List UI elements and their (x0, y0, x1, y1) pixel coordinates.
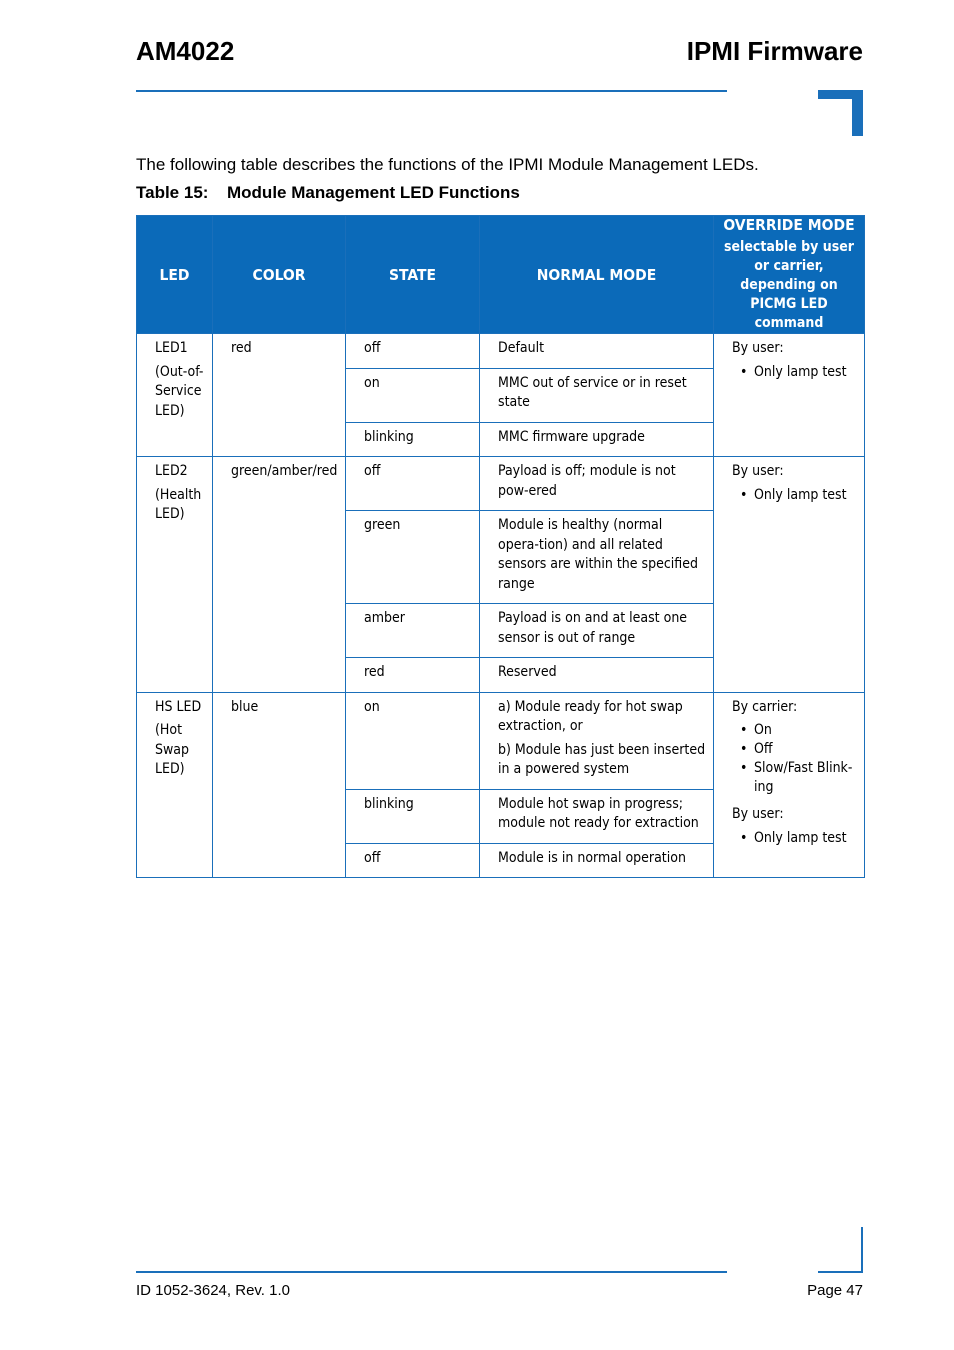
table-caption (136, 183, 520, 203)
led-name: LED1 (155, 340, 188, 356)
normal-mode-text: Payload is on and at least one sensor is out of range (498, 610, 688, 646)
corner-mark-bottom (818, 1271, 863, 1273)
cell-normal-mode (480, 692, 714, 789)
cell-led (137, 457, 213, 693)
cell-override-mode (714, 457, 865, 693)
cell-normal-mode (480, 457, 714, 511)
normal-mode-text: Default (498, 340, 545, 356)
cell-state: off (346, 843, 480, 878)
cell-state: amber (346, 604, 480, 658)
override-list (732, 363, 858, 382)
table-number: Table 15: (136, 183, 209, 202)
cell-state: off (346, 334, 480, 369)
header-override-subtitle: selectable by user or carrier, depending on PICMG LED command (724, 239, 854, 331)
cell-state: blinking (346, 789, 480, 843)
override-label: By user: (732, 806, 784, 822)
cell-led (137, 334, 213, 457)
led-description: (Health LED) (155, 486, 202, 522)
intro-paragraph: The following table describes the functions of the IPMI Module Management LEDs. (136, 155, 759, 174)
table-row (137, 334, 865, 369)
override-label: By user: (732, 463, 784, 479)
table-body (137, 334, 865, 878)
cell-color: blue (213, 692, 346, 878)
normal-mode-text: a) Module ready for hot swap extraction, or (498, 698, 683, 734)
override-list (732, 486, 858, 505)
product-name: AM4022 (136, 36, 235, 66)
normal-mode-text: MMC out of service or in reset state (498, 374, 687, 410)
cell-color: red (213, 334, 346, 457)
table-row (137, 457, 865, 511)
cell-override-mode (714, 334, 865, 457)
cell-state: on (346, 368, 480, 422)
cell-state: on (346, 692, 480, 789)
header-state: STATE (346, 216, 480, 334)
table-title: Module Management LED Functions (227, 183, 520, 202)
table-row (137, 692, 865, 789)
footer-rule (136, 1271, 727, 1273)
normal-mode-text: Reserved (498, 664, 557, 680)
cell-state: green (346, 511, 480, 604)
override-item: • Off (754, 740, 858, 759)
cell-state: red (346, 658, 480, 693)
normal-mode-text: Payload is off; module is not pow-ered (498, 463, 676, 499)
led-description: (Out-of-Service LED) (155, 363, 204, 419)
cell-normal-mode (480, 368, 714, 422)
normal-mode-text: Module hot swap in progress; module not ready for extraction (498, 795, 699, 831)
cell-normal-mode (480, 789, 714, 843)
override-list (732, 829, 858, 848)
cell-led (137, 692, 213, 878)
header-normal-mode: NORMAL MODE (480, 216, 714, 334)
header-color: COLOR (213, 216, 346, 334)
corner-mark-bottom-vertical (861, 1227, 863, 1273)
cell-normal-mode (480, 422, 714, 457)
table-header-row (137, 216, 865, 334)
normal-mode-text: MMC firmware upgrade (498, 428, 645, 445)
led-name: LED2 (155, 463, 188, 479)
override-item: • Only lamp test (754, 486, 858, 505)
document-id: ID 1052-3624, Rev. 1.0 (136, 1282, 290, 1299)
header-override-mode (714, 216, 865, 334)
header-led: LED (137, 216, 213, 334)
cell-normal-mode (480, 511, 714, 604)
led-description: (Hot Swap LED) (155, 722, 190, 777)
cell-state: off (346, 457, 480, 511)
override-item: • Only lamp test (754, 363, 858, 382)
override-item: • Only lamp test (754, 829, 858, 848)
normal-mode-text: Module is in normal operation (498, 849, 686, 866)
header-override-title: OVERRIDE MODE (723, 216, 855, 234)
led-name: HS LED (155, 698, 202, 715)
cell-normal-mode (480, 843, 714, 878)
cell-normal-mode (480, 334, 714, 369)
header-rule (136, 90, 727, 92)
override-item: • Slow/Fast Blink-ing (754, 759, 858, 797)
cell-color: green/amber/red (213, 457, 346, 693)
cell-normal-mode (480, 658, 714, 693)
normal-mode-text: Module is healthy (normal opera-tion) and all related sensors are within the specified range (498, 517, 698, 592)
override-label: By carrier: (732, 698, 798, 715)
cell-override-mode (714, 692, 865, 878)
section-title: IPMI Firmware (686, 36, 863, 66)
override-list (732, 721, 858, 797)
cell-normal-mode (480, 604, 714, 658)
override-label: By user: (732, 340, 784, 356)
normal-mode-text: b) Module has just been inserted in a powered system (498, 741, 706, 777)
cell-state: blinking (346, 422, 480, 457)
corner-mark-top-vertical (852, 90, 863, 136)
page-number: Page 47 (807, 1282, 863, 1299)
led-functions-table (136, 215, 865, 878)
override-item: • On (754, 721, 858, 740)
